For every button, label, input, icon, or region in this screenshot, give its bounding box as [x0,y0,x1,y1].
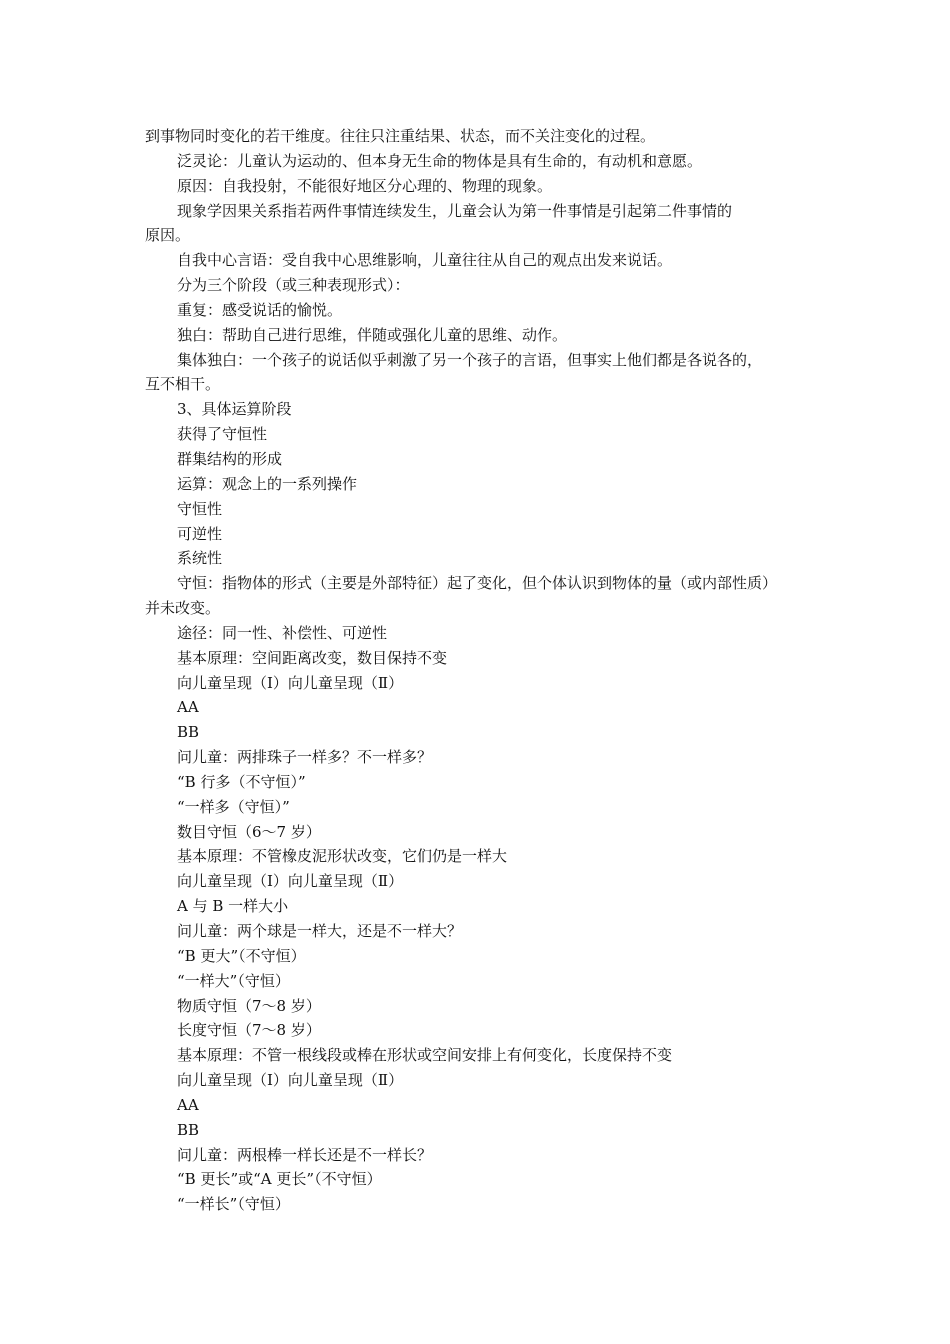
text-line: “一样长”（守恒） [177,1195,290,1214]
text-line: 系统性 [177,549,223,568]
text-line: 问儿童：两个球是一样大，还是不一样大？ [177,922,463,940]
text-line: 长度守恒（7～8 岁） [177,1021,321,1040]
text-line: 群集结构的形成 [177,449,283,468]
text-line: AA [177,698,199,717]
text-line: 运算：观念上的一系列操作 [177,474,358,493]
text-line: 向儿童呈现（Ⅰ）向儿童呈现（Ⅱ） [177,673,404,692]
text-line: 自我中心言语：受自我中心思维影响，儿童往往从自己的观点出发来说话。 [177,251,673,270]
text-line: “一样大”（守恒） [177,971,290,990]
text-line: 守恒：指物体的形式（主要是外部特征）起了变化，但个体认识到物体的量（或内部性质） [177,574,778,593]
text-line: “B 更大”（不守恒） [177,946,306,965]
text-line: 数目守恒（6～7 岁） [177,822,321,841]
text-line: 并未改变。 [145,599,221,618]
text-line: 向儿童呈现（Ⅰ）向儿童呈现（Ⅱ） [177,872,404,891]
text-line: 原因：自我投射，不能很好地区分心理的、物理的现象。 [177,176,553,195]
text-line: 途径：同一性、补偿性、可逆性 [177,623,388,642]
text-line: 获得了守恒性 [177,425,268,444]
text-line: 物质守恒（7～8 岁） [177,996,321,1015]
text-line: 独白：帮助自己进行思维，伴随或强化儿童的思维、动作。 [177,325,568,344]
text-line: 3、具体运算阶段 [177,400,292,419]
text-line: 问儿童：两根棒一样长还是不一样长？ [177,1145,433,1164]
text-line: 集体独白：一个孩子的说话似乎刺激了另一个孩子的言语，但事实上他们都是各说各的， [177,350,763,369]
text-line: 重复：感受说话的愉悦。 [177,300,343,319]
text-line: “B 更长”或“A 更长”（不守恒） [177,1170,382,1189]
text-line: 互不相干。 [145,375,221,394]
text-line: BB [177,723,200,742]
text-line: A 与 B 一样大小 [177,897,289,916]
text-line: 分为三个阶段（或三种表现形式）： [177,276,410,295]
text-line: 基本原理：不管一根线段或棒在形状或空间安排上有何变化，长度保持不变 [177,1046,673,1065]
text-line: 现象学因果关系指若两件事情连续发生，儿童会认为第一件事情是引起第二件事情的 [177,201,733,220]
text-line: 泛灵论：儿童认为运动的、但本身无生命的物体是具有生命的，有动机和意愿。 [177,151,703,170]
text-line: 问儿童：两排珠子一样多？不一样多？ [177,748,433,767]
text-line: 可逆性 [177,524,223,543]
text-line: 基本原理：空间距离改变，数目保持不变 [177,648,448,667]
text-line: 基本原理：不管橡皮泥形状改变，它们仍是一样大 [177,847,508,866]
text-line: “B 行多（不守恒）” [177,772,306,791]
text-line: “一样多（守恒）” [177,797,290,816]
text-line: 原因。 [145,226,191,245]
text-line: AA [177,1095,199,1114]
text-line: 向儿童呈现（Ⅰ）向儿童呈现（Ⅱ） [177,1071,404,1090]
document-body [145,124,815,1217]
text-line: 守恒性 [177,499,223,518]
text-line: 到事物同时变化的若干维度。往往只注重结果、状态，而不关注变化的过程。 [145,127,656,145]
text-line: BB [177,1120,200,1139]
